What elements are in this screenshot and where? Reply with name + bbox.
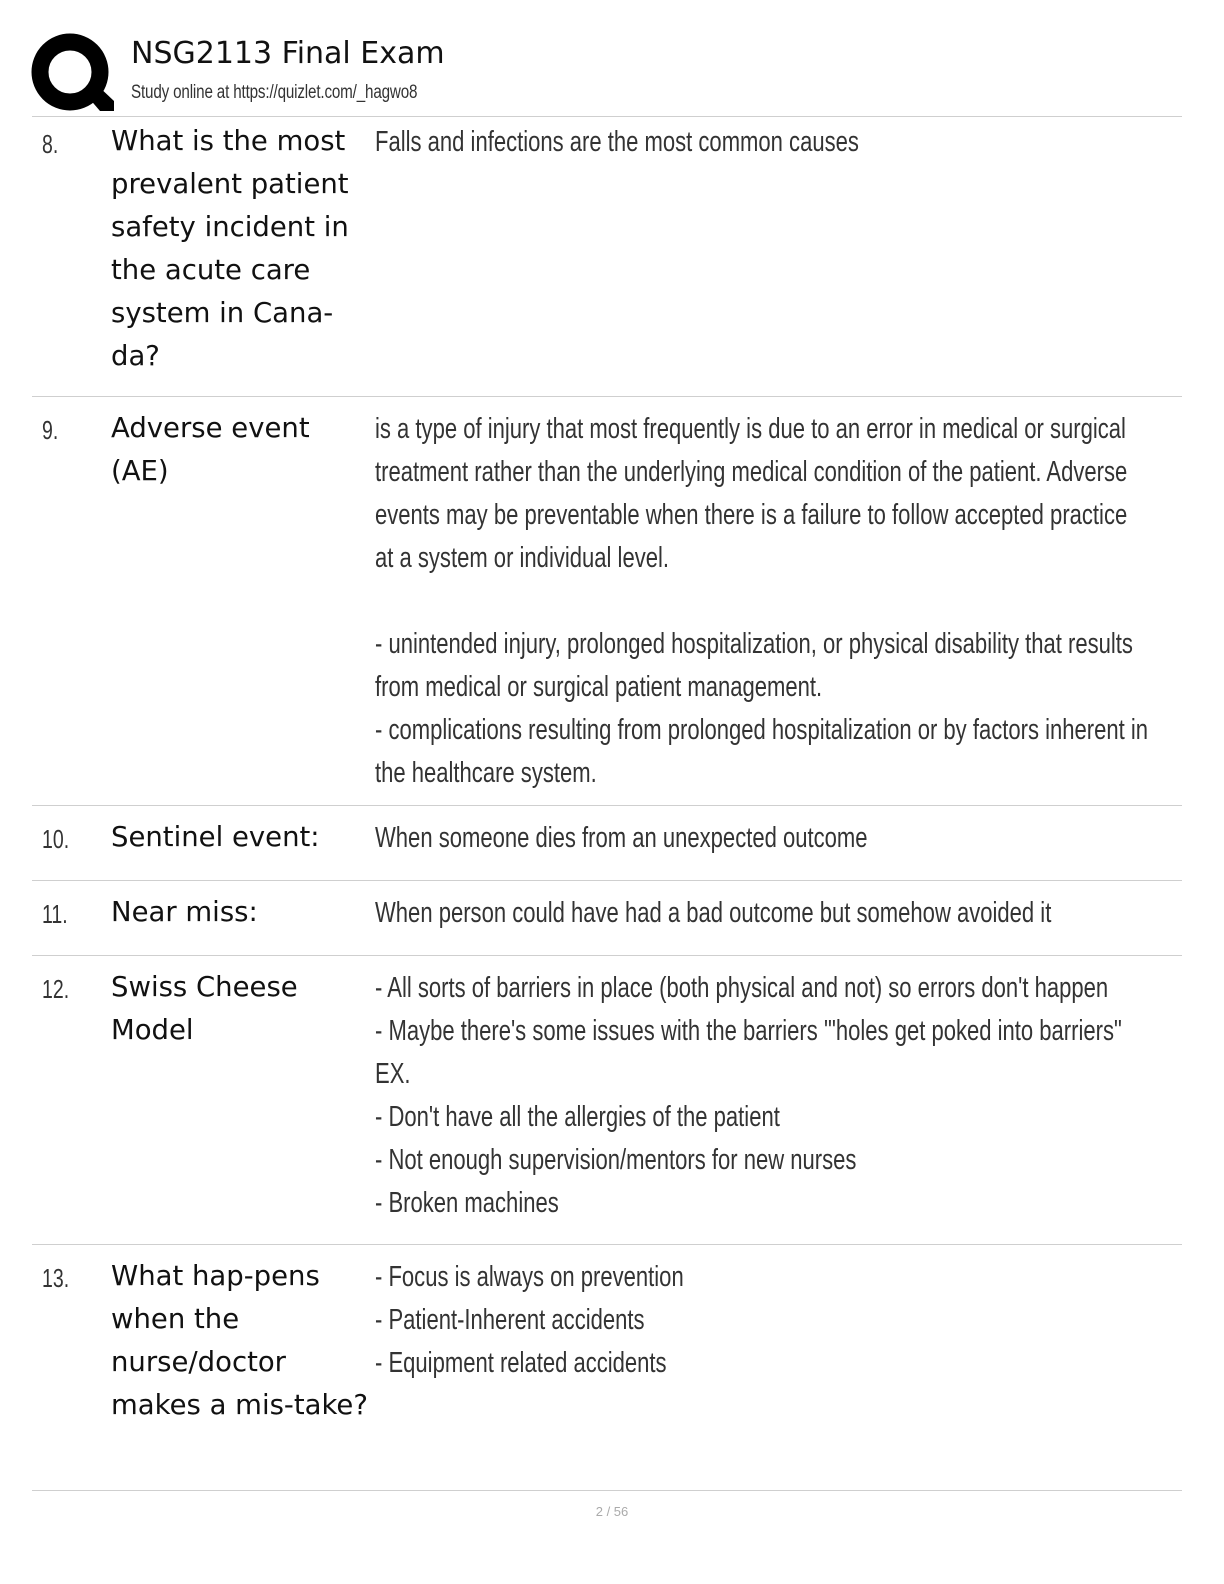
flashcard: [32, 806, 1182, 881]
flashcard: [32, 397, 1182, 806]
card-number: 13.: [42, 1263, 70, 1293]
flashcard: [32, 881, 1182, 956]
flashcard: [32, 956, 1182, 1245]
card-term: Swiss Cheese Model: [111, 971, 298, 1046]
card-number: 10.: [42, 824, 70, 854]
card-number: 9.: [42, 415, 59, 445]
card-number: 8.: [42, 129, 59, 159]
card-definition: - Focus is always on prevention - Patient-Inherent accidents - Equipment related accidents: [375, 1261, 684, 1379]
card-term: Near miss:: [111, 896, 258, 928]
flashcard-list: [32, 116, 1182, 1491]
card-term: Sentinel event:: [111, 821, 320, 853]
flashcard: [32, 1245, 1182, 1491]
study-online-link[interactable]: Study online at https://quizlet.com/_hagwo8: [131, 82, 418, 103]
card-definition: is a type of injury that most frequently is due to an error in medical or surgical treatment rather than the underlying medical condition of the patient. Adverse events may be preventable when there is a failure to follow accepted practice at a system or individual level. - unintended injury, prolonged hospitalization, or physical disability that results from medical or surgical patient management. - complications resulting from prolonged hospitalization or by factors inherent in the healthcare system.: [375, 413, 1149, 789]
card-definition: When person could have had a bad outcome but somehow avoided it: [375, 897, 1052, 929]
quizlet-logo-icon: [30, 32, 116, 118]
card-definition: - All sorts of barriers in place (both physical and not) so errors don't happen - Maybe there's some issues with the barriers '"holes get poked into barriers" EX. - Don't have all the allergies of the patient - Not enough supervision/mentors for new nurses - Broken machines: [375, 972, 1122, 1219]
card-number: 11.: [42, 899, 68, 929]
card-term: What hap-pens when the nurse/doctor makes a mis-take?: [111, 1260, 368, 1421]
card-term: What is the most prevalent patient safety incident in the acute care system in Cana-da?: [111, 125, 349, 372]
set-title: NSG2113 Final Exam: [131, 36, 445, 71]
card-definition: When someone dies from an unexpected outcome: [375, 822, 868, 854]
card-term: Adverse event (AE): [111, 412, 310, 487]
flashcard: [32, 117, 1182, 397]
page-number: 2 / 56: [595, 1504, 629, 1519]
card-definition: Falls and infections are the most common causes: [375, 126, 859, 158]
card-number: 12.: [42, 974, 70, 1004]
